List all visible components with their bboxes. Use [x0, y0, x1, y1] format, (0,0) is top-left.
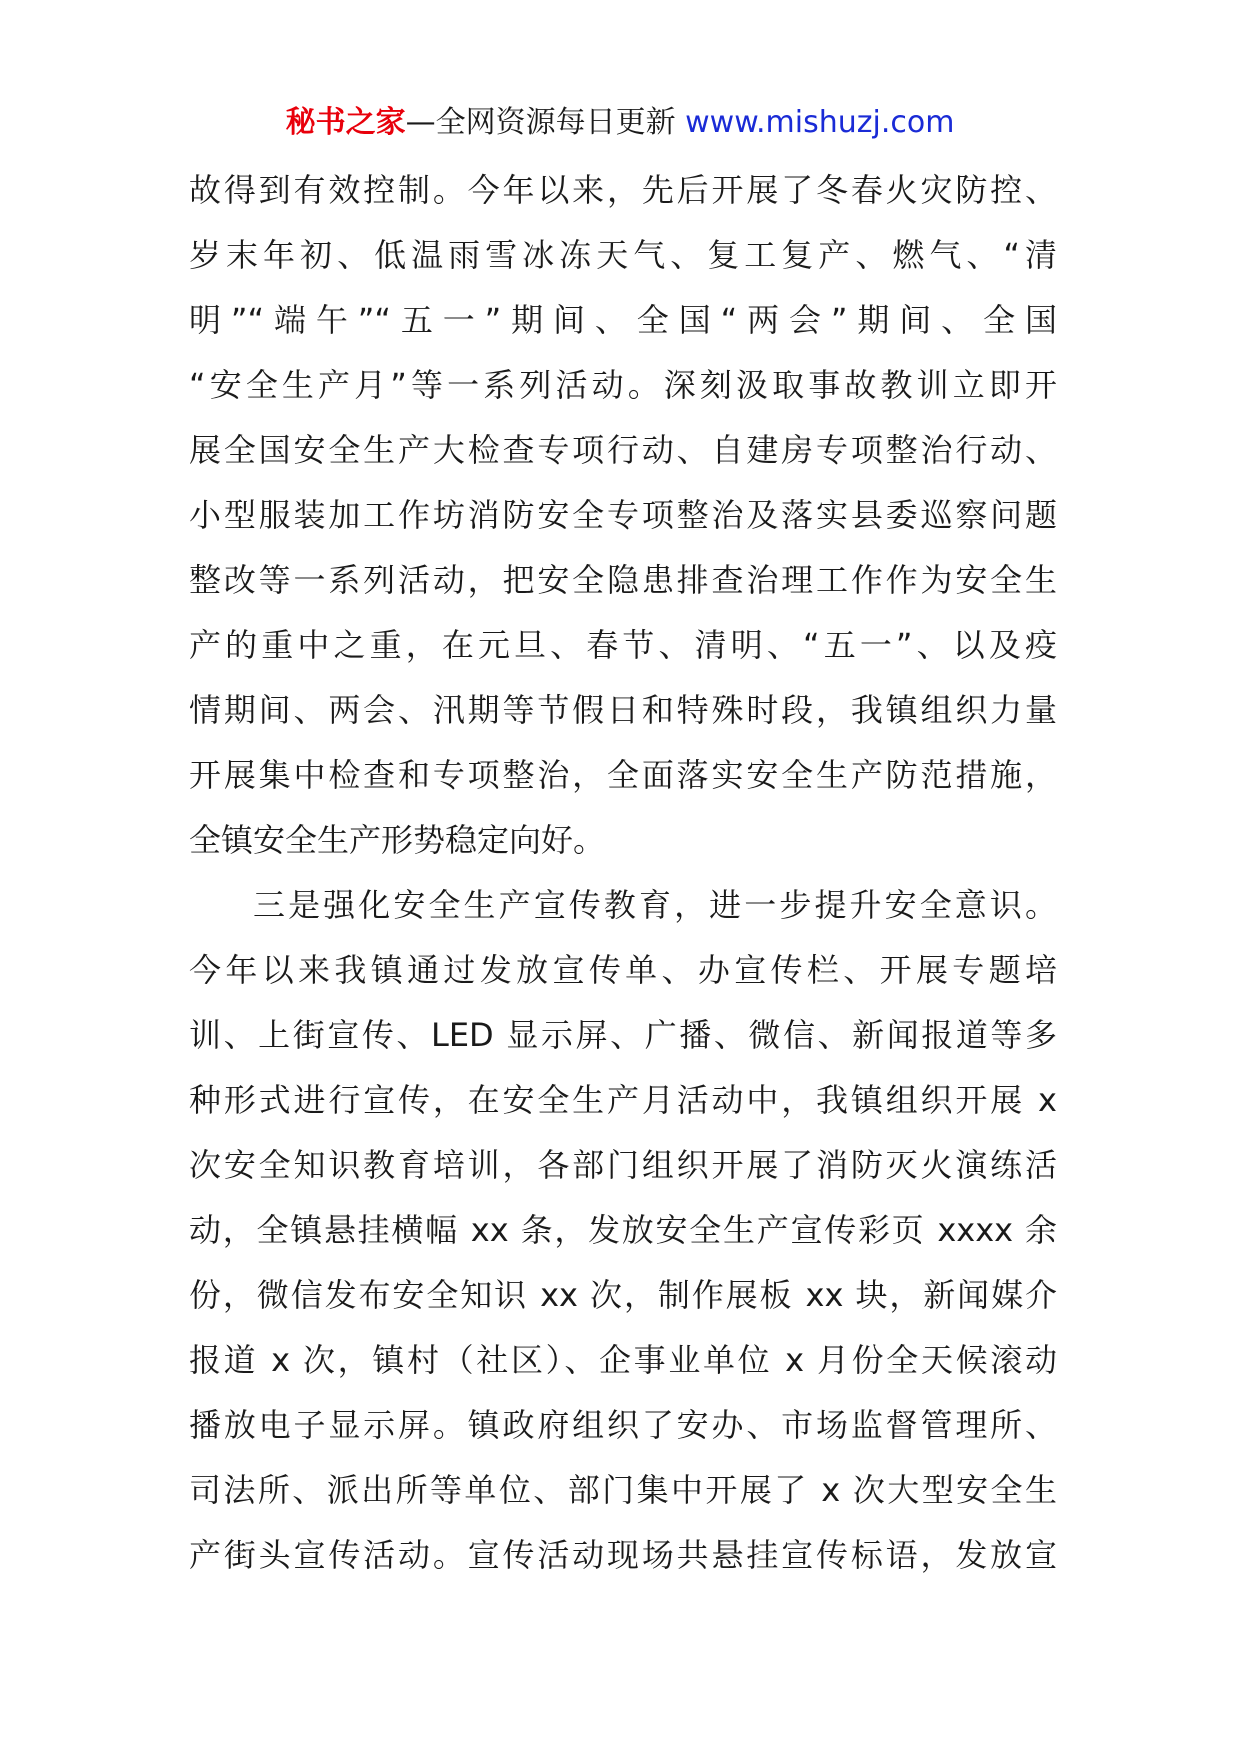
text-line: 动，全镇悬挂横幅 xx 条，发放安全生产宣传彩页 xxxx 余 — [189, 1211, 1057, 1249]
text-line: 产街头宣传活动。宣传活动现场共悬挂宣传标语，发放宣 — [189, 1536, 1057, 1574]
text-line: 播放电子显示屏。镇政府组织了安办、市场监督管理所、 — [189, 1406, 1057, 1444]
text-line: 司法所、派出所等单位、部门集中开展了 x 次大型安全生 — [189, 1471, 1057, 1509]
site-header — [0, 100, 1240, 146]
paragraph-heading-line: 三是强化安全生产宣传教育，进一步提升安全意识。 — [253, 886, 1057, 924]
site-tagline: —全网资源每日更新 — [405, 105, 686, 140]
text-line: 展全国安全生产大检查专项行动、自建房专项整治行动、 — [189, 431, 1057, 469]
paragraph-end-line: 全镇安全生产形势稳定向好。 — [189, 821, 606, 859]
site-brand: 秘书之家 — [285, 105, 406, 140]
text-line: “安全生产月”等一系列活动。深刻汲取事故教训立即开 — [189, 366, 1057, 404]
text-line: 报道 x 次，镇村（社区）、企事业单位 x 月份全天候滚动 — [189, 1341, 1057, 1379]
text-line: 故得到有效控制。今年以来，先后开展了冬春火灾防控、 — [189, 171, 1057, 209]
document-body — [189, 158, 1057, 1588]
text-line: 份，微信发布安全知识 xx 次，制作展板 xx 块，新闻媒介 — [189, 1276, 1057, 1314]
text-line: 小型服装加工作坊消防安全专项整治及落实县委巡察问题 — [189, 496, 1057, 534]
text-line: 情期间、两会、汛期等节假日和特殊时段，我镇组织力量 — [189, 691, 1057, 729]
text-line: 明”“端午”“五一”期间、全国“两会”期间、全国 — [189, 301, 1057, 339]
text-line: 训、上街宣传、LED 显示屏、广播、微信、新闻报道等多 — [189, 1016, 1057, 1054]
text-line: 整改等一系列活动，把安全隐患排查治理工作作为安全生 — [189, 561, 1057, 599]
site-url-link[interactable]: www.mishuzj.com — [685, 105, 955, 140]
text-line: 种形式进行宣传，在安全生产月活动中，我镇组织开展 x — [189, 1081, 1057, 1119]
text-line: 开展集中检查和专项整治，全面落实安全生产防范措施， — [189, 756, 1057, 794]
text-line: 岁末年初、低温雨雪冰冻天气、复工复产、燃气、“清 — [189, 236, 1057, 274]
text-line: 产的重中之重，在元旦、春节、清明、“五一”、以及疫 — [189, 626, 1057, 664]
text-line: 次安全知识教育培训，各部门组织开展了消防灭火演练活 — [189, 1146, 1057, 1184]
text-line: 今年以来我镇通过发放宣传单、办宣传栏、开展专题培 — [189, 951, 1057, 989]
